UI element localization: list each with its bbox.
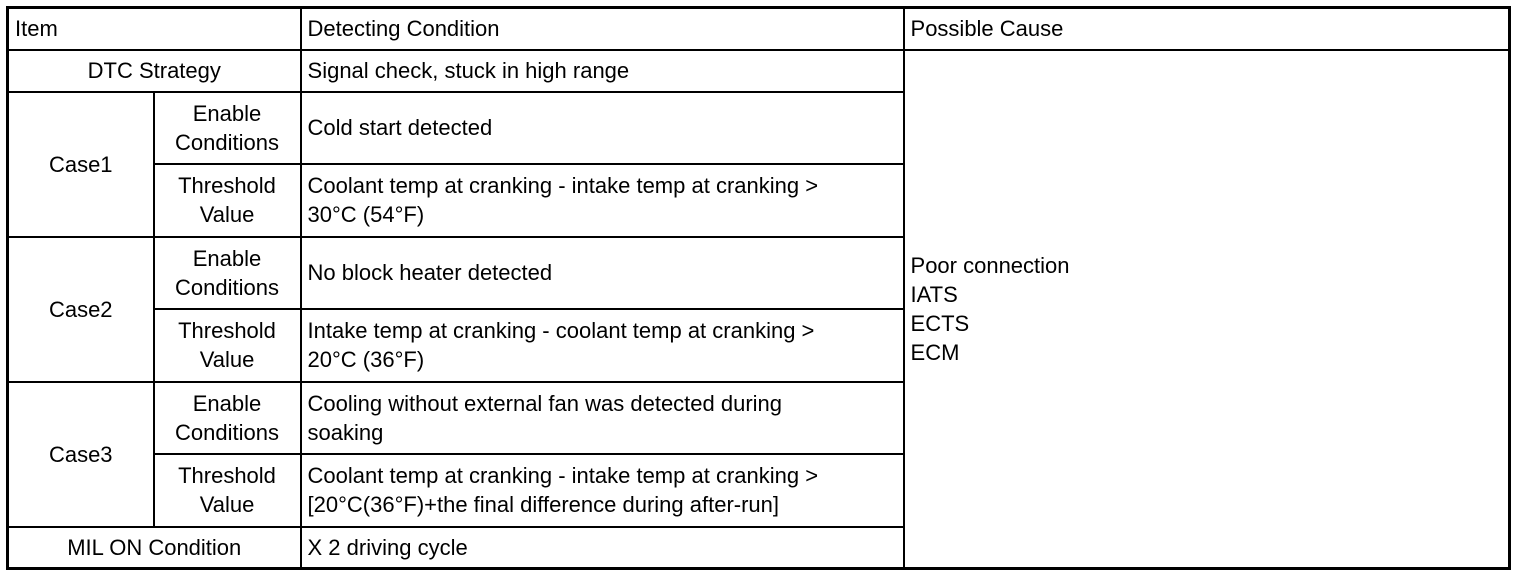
header-possible-cause: Possible Cause [904,8,1510,50]
enable-value-line: Cold start detected [307,115,493,140]
dtc-strategy-row [8,50,1510,92]
possible-cause-list [911,251,1503,367]
possible-cause-item: IATS [910,281,958,307]
threshold-value-line: [20°C(36°F)+the final difference during after-run] [307,492,780,517]
case2-threshold-value [301,309,904,382]
threshold-value-line: Intake temp at cranking - coolant temp at cranking > [307,318,815,343]
enable-label-line: Conditions [175,419,279,445]
mil-value: X 2 driving cycle [301,527,904,569]
enable-label-line: Enable [192,245,262,271]
header-item: Item [8,8,301,50]
case3-threshold-value [301,454,904,527]
threshold-value-line: Coolant temp at cranking - intake temp at cranking > [307,463,819,488]
enable-value-line: Cooling without external fan was detected during [307,390,783,416]
case2-threshold-label [154,309,301,382]
case1-threshold-value [301,164,904,237]
header-row [8,8,1510,50]
enable-label-line: Enable [192,100,262,126]
case3-threshold-label [154,454,301,527]
header-detecting-condition: Detecting Condition [301,8,904,50]
dtc-strategy-value: Signal check, stuck in high range [301,50,904,92]
possible-cause-item: ECM [910,339,960,365]
enable-value-line: soaking [307,419,384,445]
possible-cause-item: Poor connection [910,252,1070,278]
enable-label-line: Conditions [175,129,279,155]
case1-threshold-label [154,164,301,237]
case3-enable-label [154,382,301,454]
enable-value-line: No block heater detected [307,260,553,285]
case3-enable-value [301,382,904,454]
case2-enable-label [154,237,301,309]
case2-label: Case2 [8,237,154,382]
threshold-label-line: Threshold [178,318,276,343]
threshold-value-line: Coolant temp at cranking - intake temp at cranking > [307,173,819,198]
threshold-label-line: Value [199,347,255,372]
threshold-label-line: Threshold [178,463,276,488]
case1-enable-label [154,92,301,164]
enable-label-line: Enable [192,390,262,416]
dtc-strategy-label: DTC Strategy [8,50,301,92]
case2-enable-value [301,237,904,309]
mil-label: MIL ON Condition [8,527,301,569]
threshold-value-line: 30°C (54°F) [307,202,425,227]
threshold-label-line: Threshold [178,173,276,198]
threshold-value-line: 20°C (36°F) [307,347,425,372]
case1-label: Case1 [8,92,154,237]
possible-cause-cell [904,50,1510,569]
enable-label-line: Conditions [175,274,279,300]
case3-label: Case3 [8,382,154,527]
case1-enable-value [301,92,904,164]
threshold-label-line: Value [199,202,255,227]
dtc-table [6,6,1511,570]
possible-cause-item: ECTS [910,310,970,336]
threshold-label-line: Value [199,492,255,517]
